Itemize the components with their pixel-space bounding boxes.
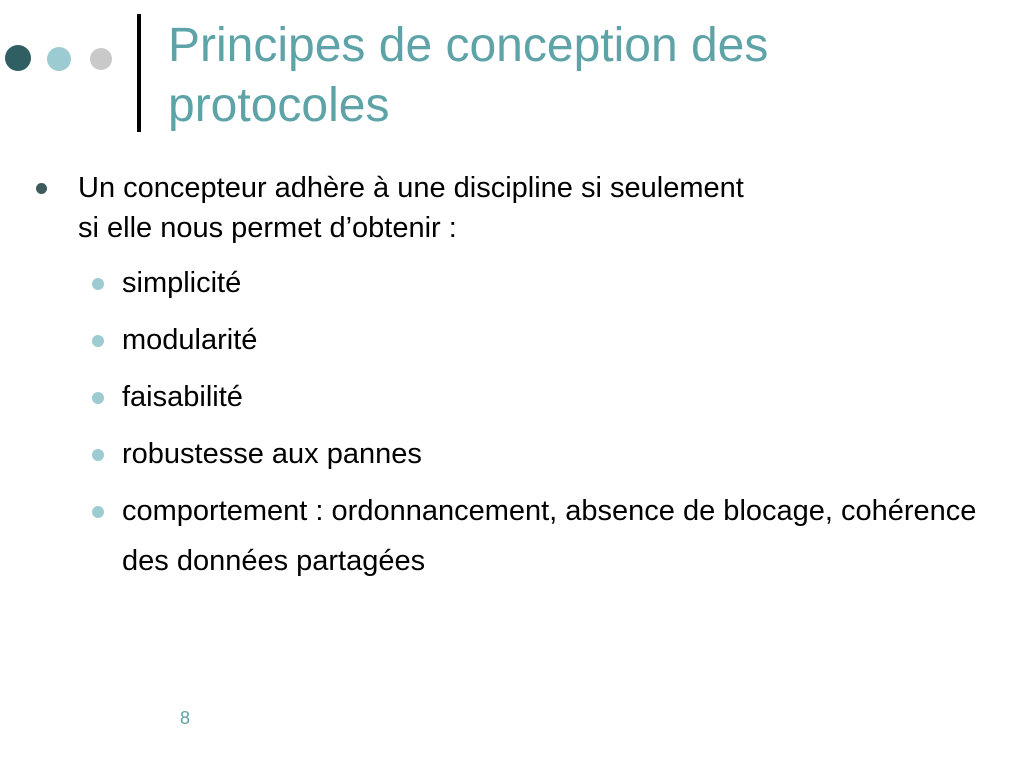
- decor-dot-grey-icon: [90, 48, 112, 70]
- sub-bullet-text: robustesse aux pannes: [122, 438, 422, 470]
- main-bullet-item: [36, 168, 896, 248]
- bullet-dot-icon: [92, 278, 104, 290]
- sub-bullet-item: [92, 372, 992, 422]
- sub-bullet-item: [92, 486, 992, 586]
- bullet-dot-icon: [92, 335, 104, 347]
- title-divider: [137, 14, 141, 132]
- sub-bullet-list: [92, 258, 992, 593]
- bullet-dot-icon: [92, 506, 104, 518]
- bullet-dot-icon: [92, 392, 104, 404]
- sub-bullet-text: comportement : ordonnancement, absence de blocage, cohérence des données partagées: [122, 495, 977, 577]
- sub-bullet-item: [92, 315, 992, 365]
- sub-bullet-item: [92, 429, 992, 479]
- sub-bullet-text: faisabilité: [122, 381, 243, 413]
- decor-dot-light-icon: [47, 47, 71, 71]
- bullet-dot-icon: [92, 449, 104, 461]
- sub-bullet-text: simplicité: [122, 267, 242, 299]
- decor-dot-dark-icon: [5, 45, 31, 71]
- sub-bullet-item: [92, 258, 992, 308]
- main-bullet-line2: si elle nous permet d’obtenir :: [78, 212, 457, 244]
- slide-title: Principes de conception des protocoles: [168, 19, 769, 132]
- main-bullet-line1: Un concepteur adhère à une discipline si seulement: [78, 172, 744, 204]
- main-bullet-text: [36, 168, 896, 248]
- bullet-dot-icon: [36, 183, 47, 194]
- sub-bullet-text: modularité: [122, 324, 258, 356]
- page-number: 8: [180, 708, 191, 728]
